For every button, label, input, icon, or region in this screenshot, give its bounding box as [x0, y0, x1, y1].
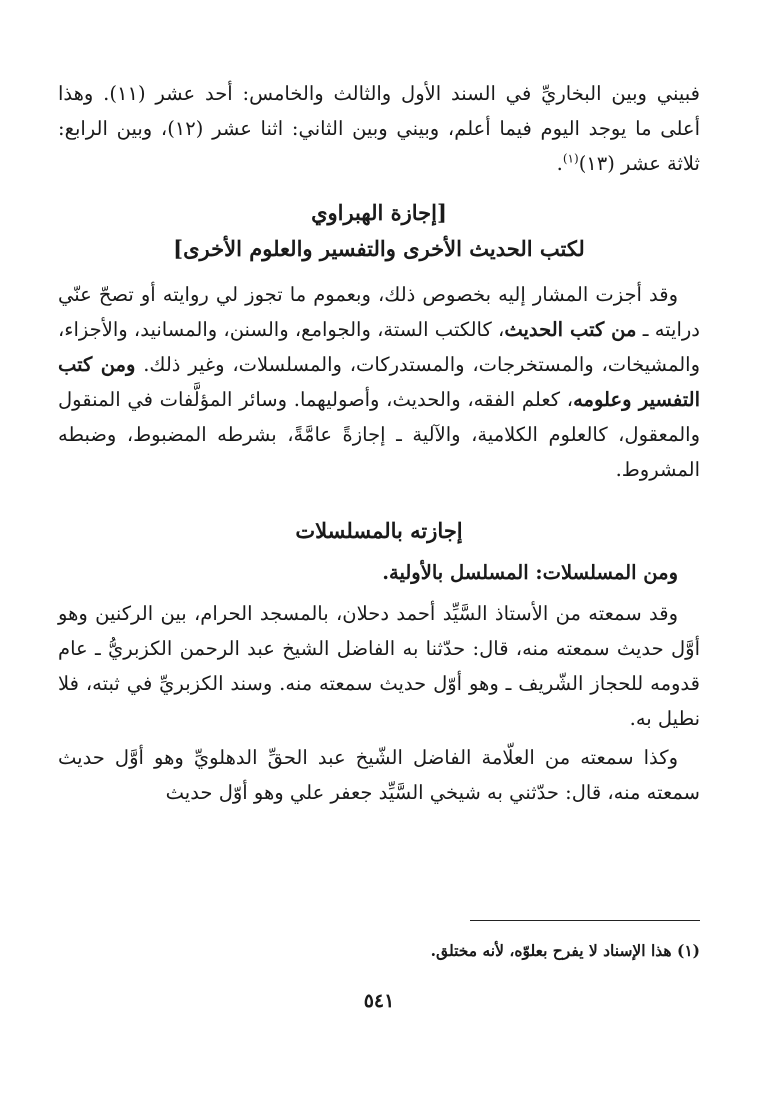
musalsal-subheading: ومن المسلسلات: المسلسل بالأولية. — [382, 561, 678, 584]
ijaza-bold-tafsir-books: ومن كتب التفسير وعلومه — [58, 353, 700, 411]
ijaza-text-part1: وقد أجزت المشار إليه بخصوص ذلك، وبعموم ما تجوز لي روايته أو تصحّ عنّي درايته ـ — [58, 283, 700, 341]
ijaza-text-part3: ، كعلم الفقه، والحديث، وأصوليهما. وسائر المؤلَّفات في المنقول والمعقول، كالعلوم الكلامية، والآلية ـ إجازةً عامَّةً، بشرطه المضبوط، وضبطه المشروط. — [58, 388, 700, 481]
footnote-reference[interactable]: (١) — [562, 151, 579, 166]
intro-paragraph — [58, 76, 700, 181]
dehlawi-paragraph: وكذا سمعته من العلّامة الفاضل الشّيخ عبد الحقِّ الدهلويِّ وهو أوَّل حديث سمعته منه، قال: حدّثني به شيخي السَّيِّد جعفر علي وهو أوّل حديث — [58, 746, 700, 804]
footnote-divider — [470, 920, 700, 921]
ijaza-bold-hadith-books: من كتب الحديث — [504, 318, 637, 341]
intro-end: . — [556, 152, 563, 175]
ijaza-paragraph — [58, 277, 700, 487]
musalsalat-heading: إجازته بالمسلسلات — [295, 518, 463, 543]
page-number: ٥٤١ — [363, 990, 395, 1012]
footnote-text: (١) هذا الإسناد لا يفرح بعلوّه، لأنه مختلق. — [430, 941, 700, 960]
intro-text: فبيني وبين البخاريِّ في السند الأول والثالث والخامس: أحد عشر (١١). وهذا أعلى ما يوجد اليوم فيما أعلم، وبيني وبين الثاني: اثنا عشر (١٢)، وبين الرابع: ثلاثة عشر (١٣) — [58, 82, 700, 175]
ijaza-text-part2: ، كالكتب الستة، والجوامع، والسنن، والمسانيد، والأجزاء، والمشيخات، والمستخرجات، والمستدركات، والمسلسلات، وغير ذلك. — [58, 318, 701, 376]
section-heading-line1: [إجازة الهبراوي — [311, 200, 447, 225]
dahlan-paragraph: وقد سمعته من الأستاذ السَّيِّد أحمد دحلان، بالمسجد الحرام، بين الركنين وهو أوَّل حديث سمعته منه، قال: حدّثنا به الفاضل الشيخ عبد الرحمن الكزبريُّ ـ عام قدومه للحجاز الشّريف ـ وهو أوّل حديث سمعته منه. وسند الكزبريِّ في ثبته، فلا نطيل به. — [58, 602, 700, 730]
section-heading-line2: لكتب الحديث الأخرى والتفسير والعلوم الأخرى] — [173, 236, 585, 261]
